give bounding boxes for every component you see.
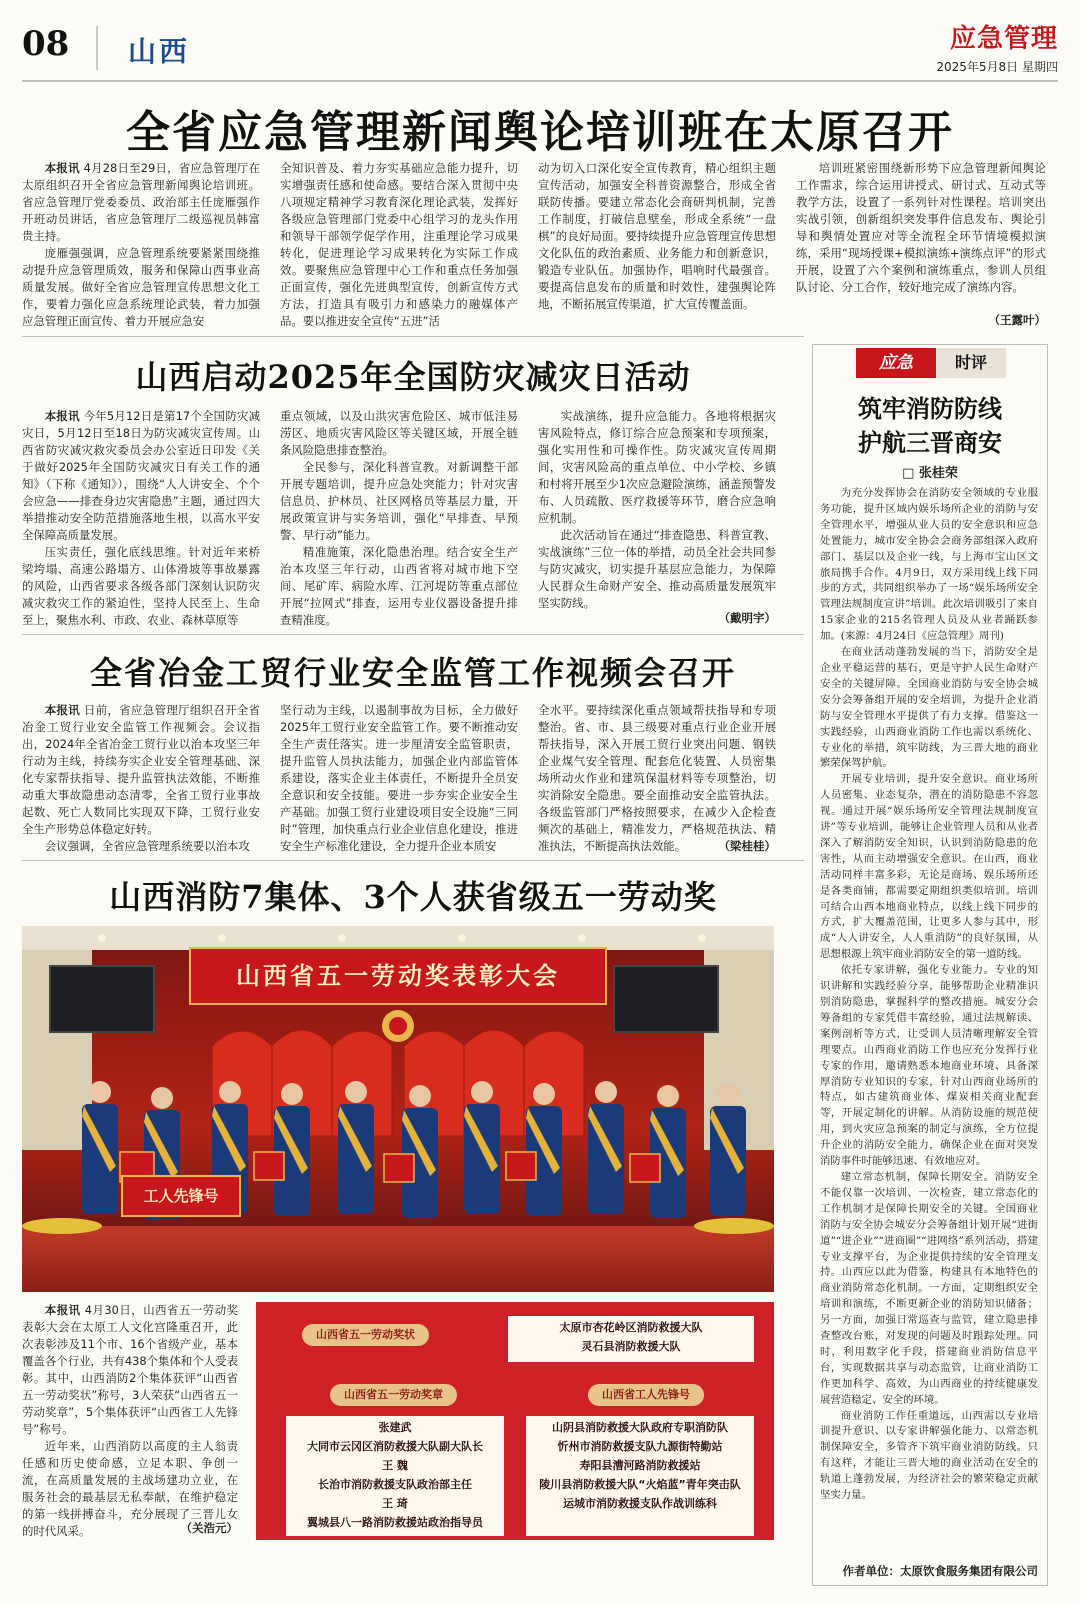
page-number: 08 xyxy=(22,24,70,64)
award-shape-unit: 灵石县消防救援大队 xyxy=(581,1340,681,1353)
pioneer-unit: 忻州市消防救援支队九源街特勤站 xyxy=(557,1440,723,1453)
article1-byline: （王露叶） xyxy=(988,313,1046,327)
commentary-author: □ 张桂荣 xyxy=(902,466,958,481)
commentary-paragraph: 建立常态机制，保障长期安全。消防安全不能仅靠一次培训、一次检查，建立常态化的工作机制才是保障长期安全的关键。全国商业消防与安全协会城安分会筹备组计划开展“进街道”“进企业”“进商圈”“进网络”系列活动，搭建专业支撑平台，为企业提供持续的安全管理支持。山西应以此为借鉴，构建具有本地特色的商业消防常态化机制。一方面，定期组织安全培训和演练，不断更新企业的消防知识储备；另一方面，加强日常巡查与监管，建立隐患排查整改台账，对发现的问题及时跟踪处理。同时，利用数字化手段，搭建商业消防信息平台，实现数据共享与动态监管，让商业消防工作更加科学、高效，为山西商业的持续健康发展营造稳定、安全的环境。 xyxy=(820,1170,1038,1406)
commentary-paragraph: 为充分发挥协会在消防安全领域的专业服务功能，提升区域内娱乐场所企业的消防与安全管理水平，增强从业人员的安全意识和应急处置能力，城市安全协会会商务部组深入政府部门、基层以及企业一线，与上海市宝山区文旅局携手合作。4月9日，双方采用线上线下同步的方式，共同组织举办了一场“娱乐场所安全管理法规制度宣讲”培训。此次培训吸引了来自15家企业的215名管理人员及从业者踊跃参加。(来源：4月24日《应急管理》周刊) xyxy=(820,487,1038,643)
pioneer-unit: 寿阳县漕河路消防救援站 xyxy=(579,1459,701,1472)
medal-person-name: 王 魏 xyxy=(382,1459,408,1472)
article2-col2c-text: 精准施策，深化隐患治理。结合安全生产治本攻坚三年行动，山西省将对城市地下空间、尾矿库、病险水库、江河堤防等重点部位开展“拉网式”排查，运用专业仪器设备提升排查精准度。 xyxy=(280,545,518,627)
article2-col2-text: 重点领域，以及山洪灾害危险区、城市低洼易涝区、地质灾害风险区等关键区域，开展全链条风险隐患排查整治。 xyxy=(280,409,518,457)
commentary-author-unit: 作者单位：太原饮食服务集团有限公司 xyxy=(842,1564,1038,1578)
medal-person-title: 长治市消防救援支队政治部主任 xyxy=(318,1478,472,1491)
article3-col3-text: 全水平。要持续深化重点领域帮扶指导和专项整治。省、市、县三级要对重点行业企业开展帮扶指导，深入开展工贸行业突出问题、钢铁企业煤气安全管理、配套危化装置、人员密集场所动火作业和建筑保温材料等专项整治，切实消除安全隐患。要全面推动安全监管执法。各级监管部门严格按照要求，在减少入企检查频次的基础上，精准发力，严格规范执法、精准执法，不断提高执法效能。 xyxy=(538,703,776,853)
commentary-tag-right: 时评 xyxy=(936,348,1006,378)
article4-col1b-text: 近年来，山西消防以高度的主人翁责任感和历史使命感，立足本职、争创一流，在高质量发展的主战场建功立业，在服务社会的最基层无私奉献，在维护稳定的第一线拼搏奋斗，充分展现了三晋儿女的时代风采。 xyxy=(22,1439,238,1538)
article2-col3b-text: 此次活动旨在通过“排查隐患、科普宣教、实战演练”三位一体的举措，动员全社会共同参与防灾减灾，切实提升基层应急能力，为保障人民群众生命财产安全、推动高质量发展筑牢坚实防线。 xyxy=(538,528,776,610)
article4-lead: 本报讯 xyxy=(44,1303,81,1317)
article1-col1-text: 4月28日至29日，省应急管理厅在太原组织召开全省应急管理新闻舆论培训班。省应急管理厅党委委员、政治部主任庞雁强作开班动员讲话，省应急管理厅二级巡视员韩富贵主持。 xyxy=(22,161,260,243)
commentary-tag-left: 应急 xyxy=(856,348,936,378)
commentary-body xyxy=(820,486,1038,1562)
pioneer-unit: 山阴县消防救援大队政府专职消防队 xyxy=(552,1421,728,1434)
commentary-paragraph: 商业消防工作任重道远，山西需以专业培训提升意识、以专家讲解强化能力、以常态机制保障安全，多管齐下筑牢商业消防防线。只有这样，才能让三晋大地的商业活动在安全的轨道上蓬勃发展，为经济社会的繁荣稳定贡献坚实力量。 xyxy=(820,1409,1038,1502)
article1-col3-text: 动为切入口深化安全宣传教育，精心组织主题宣传活动，加强安全科普资源整合，形成全省联防传播。要建立常态化会商研判机制，完善工作制度，打破信息壁垒，形成全系统“一盘棋”的良好局面。要持续提升应急管理宣传思想文化队伍的政治素质、业务能力和创新意识，锻造专业队伍。加强协作，唱响时代最强音。要提高信息发布的质量和时效性，建强舆论阵地，不断拓展宣传渠道，扩大宣传覆盖面。 xyxy=(538,161,776,311)
label-medal: 山西省五一劳动奖章 xyxy=(330,1384,457,1406)
article2-rule xyxy=(22,634,804,635)
commentary-title-line1: 筑牢消防防线 xyxy=(858,394,1002,423)
article2-col1-text: 今年5月12日是第17个全国防灾减灾日，5月12日至18日为防灾减灾宣传周。山西省防灾减灾救灾委员会办公室近日印发《关于做好2025年全国防灾减灾日有关工作的通知》（下称《通知》），围绕“人人讲安全、个个会应急——排查身边灾害隐患”主题，通过四大举措推动安全防范措施落地生根，以高水平安全保障高质量发展。 xyxy=(22,409,260,542)
issue-date: 2025年5月8日 星期四 xyxy=(936,60,1058,74)
article3-byline: （梁桂桂） xyxy=(718,839,776,853)
article2-col1b-text: 压实责任，强化底线思维。针对近年来桥梁垮塌、高速公路塌方、山体滑坡等事故暴露的风险，山西省要求各级各部门深刻认识防灾减灾救灾工作的紧迫性，坚持人民至上、生命至上，聚焦水利、市政、农业、森林草原等 xyxy=(22,545,260,627)
medal-person-name: 张建武 xyxy=(378,1421,412,1434)
article4-headline: 山西消防7集体、3个人获省级五一劳动奖 xyxy=(109,878,717,916)
article4-col1-text: 4月30日，山西省五一劳动奖表彰大会在太原工人文化宫隆重召开，此次表彰涉及11个市、16个省级产业，基本覆盖各个行业，共有438个集体和个人受表彰。其中，山西消防2个集体获评“山西省五一劳动奖状”称号，3人荣获“山西省五一劳动奖章”，5个集体获评“山西省工人先锋号”称号。 xyxy=(22,1303,238,1436)
award-shape-unit: 太原市杏花岭区消防救援大队 xyxy=(559,1321,703,1334)
commentary-paragraph: 在商业活动蓬勃发展的当下，消防安全是企业平稳运营的基石，更是守护人民生命财产安全的关键屏障。全国商业消防与安全协会城安分会筹备组开展的安全培训，为提升企业消防与安全管理水平提供了有力支撑。借鉴这一实践经验，山西商业消防工作也需以系统化、专业化的举措，筑牢防线，为三晋大地的商业繁荣保驾护航。 xyxy=(820,646,1038,770)
pioneer-card xyxy=(526,1416,754,1536)
commentary-paragraph: 开展专业培训，提升安全意识。商业场所人员密集、业态复杂，潜在的消防隐患不容忽视。通过开展“娱乐场所安全管理法规制度宣讲”等专业培训，能够让企业管理人员和从业者深入了解消防安全知识，认识到消防隐患的危害性，从而主动增强安全意识。在山西，商业活动同样丰富多彩，无论是商场、娱乐场所还是各类商铺，都需要定期组织类似培训。培训可结合山西本地商业特点，以线上线下同步的方式，扩大覆盖范围，让更多人参与其中，形成“人人讲安全，人人重消防”的良好氛围，从思想根源上筑牢商业消防安全的第一道防线。 xyxy=(820,773,1038,961)
article3-headline: 全省冶金工贸行业安全监管工作视频会召开 xyxy=(89,654,736,692)
label-pioneer: 山西省工人先锋号 xyxy=(588,1384,704,1406)
article2-col3-text: 实战演练，提升应急能力。各地将根据灾害风险特点，修订综合应急预案和专项预案，强化实用性和可操作性。防灾减灾宣传周期间，灾害风险高的重点单位、中小学校、乡镇和村将开展至少1次应急避险演练，涵盖预警发布、人员疏散、医疗救援等环节，磨合应急响应机制。 xyxy=(538,409,776,525)
pioneer-unit: 陵川县消防救援大队“火焰蓝”青年突击队 xyxy=(539,1478,741,1491)
photo-banner-text: 山西省五一劳动奖表彰大会 xyxy=(236,961,560,990)
article3-rule xyxy=(22,860,804,861)
commentary-tag xyxy=(856,348,1006,378)
article1-col2-text: 全知识普及、着力夯实基础应急能力提升，切实增强责任感和使命感。要结合深入贯彻中央八项规定精神学习教育深化理论武装，发挥好各级应急管理部门党委中心组学习的龙头作用和领导干部领学促学作用，注重理论学习成果转化，促进理论学习成果转化为实际工作成效。要聚焦应急管理中心工作和重点任务加强正面宣传，强化先进典型宣传，创新宣传方式方法，打造具有吸引力和感染力的融媒体产品。要以推进安全宣传“五进”活 xyxy=(280,161,518,328)
award-list-box xyxy=(256,1302,774,1540)
award-ceremony-photo xyxy=(22,926,774,1292)
paper-name: 应急管理 xyxy=(949,24,1058,54)
article2-column-2 xyxy=(280,408,518,626)
article3-col2-text: 坚行动为主线，以遏制事故为目标，全力做好2025年工贸行业安全监管工作。要不断推动安全生产责任落实。进一步厘清安全监管职责，提升监管人员执法能力，加强企业内部监管体系建设，落实企业主体责任，不断提升全员安全意识和安全技能。要进一步夯实企业安全生产基础。加强工贸行业建设项目安全设施“三同时”管理，加快重点行业企业信息化建设，推进安全生产标准化建设，全力提升企业本质安 xyxy=(280,703,518,853)
header-rule xyxy=(22,80,1058,82)
article3-column-1 xyxy=(22,702,260,856)
article3-column-2 xyxy=(280,702,518,856)
article2-column-1 xyxy=(22,408,260,626)
article1-column-2 xyxy=(280,160,518,330)
commentary-paragraph: 依托专家讲解，强化专业能力。专业的知识讲解和实践经验分享，能够帮助企业精准识别消防隐患，掌握科学的整改措施。城安分会筹备组的专家凭借丰富经验，通过法规解读、案例剖析等方式，让受训人员清晰理解安全管理要点。山西商业消防工作也应充分发挥行业专家的作用，邀请熟悉本地商业环境、具备深厚消防专业知识的专家，针对山西商业场所的特点，如古建筑商业体、煤炭相关商业配套等，开展定制化的讲解。从消防设施的规范使用，到火灾应急预案的制定与演练，全方位提升企业的消防安全能力，确保企业在面对突发消防事件时能够迅速、有效地应对。 xyxy=(820,964,1038,1168)
article2-column-3 xyxy=(538,408,776,608)
article3-lead: 本报讯 xyxy=(44,703,81,717)
photo-plaque-text: 工人先锋号 xyxy=(143,1187,219,1205)
article1-column-4 xyxy=(796,160,1046,310)
article3-col1-text: 日前，省应急管理厅组织召开全省冶金工贸行业安全监管工作视频会。会议指出，2024年全省冶金工贸行业以治本攻坚三年行动为主线，持续夯实企业安全管理基础、深化专家帮扶指导、提升监管执法效能，不断推动重大事故隐患动态清零，全省工贸行业事故起数、死亡人数同比实现双下降，工贸行业安全生产形势总体稳定好转。 xyxy=(22,703,260,836)
medal-card xyxy=(286,1416,504,1536)
commentary-title-line2: 护航三晋商安 xyxy=(858,428,1002,457)
award-shape-card xyxy=(508,1316,754,1362)
medal-person-name: 王 琦 xyxy=(382,1497,408,1510)
medal-person-title: 大同市云冈区消防救援大队副大队长 xyxy=(307,1440,483,1453)
medal-person-title: 翼城县八一路消防救援站政治指导员 xyxy=(307,1516,483,1529)
article2-col2b-text: 全民参与，深化科普宣教。对新调整干部开展专题培训，提升应急处突能力；针对灾害信息员、护林员、社区网格员等基层力量，开展政策宣讲与实务培训，强化“早排查、早预警、早行动”能力。 xyxy=(280,460,518,542)
article4-byline: （关浩元） xyxy=(180,1521,238,1535)
pioneer-unit: 运城市消防救援支队作战训练科 xyxy=(563,1497,717,1510)
article1-column-3 xyxy=(538,160,776,330)
article3-col1b-text: 会议强调，全省应急管理系统要以治本攻 xyxy=(44,839,250,853)
article2-headline: 山西启动2025年全国防灾减灾日活动 xyxy=(135,358,691,396)
article1-col1b-text: 庞雁强强调，应急管理系统要紧紧围绕推动提升应急管理质效，服务和保障山西事业高质量发展。做好全省应急管理宣传思想文化工作，要着力强化应急系统理论武装，着力加强应急管理正面宣传、着力开展应急安 xyxy=(22,246,260,328)
commentary-title xyxy=(820,392,1040,460)
article2-lead: 本报讯 xyxy=(44,409,80,423)
article1-column-1 xyxy=(22,160,260,330)
article1-col4-text: 培训班紧密围绕新形势下应急管理新闻舆论工作需求，综合运用讲授式、研讨式、互动式等教学方法，设置了一系列针对性课程。培训突出实战引领，创新组织突发事件信息发布、舆论引导和舆情处置应对等全流程全环节情境模拟演练，采用“现场授课+模拟演练+演练点评”的形式开展，设置了六个案例和演练重点，参训人员组队讨论、分工合作，较好地完成了演练内容。 xyxy=(796,161,1046,294)
article1-headline: 全省应急管理新闻舆论培训班在太原召开 xyxy=(126,107,954,158)
article1-lead: 本报讯 xyxy=(44,161,80,175)
article1-rule xyxy=(22,336,804,337)
label-award-shape: 山西省五一劳动奖状 xyxy=(302,1324,429,1346)
article2-byline: （戴明宇） xyxy=(718,611,776,625)
section-region: 山西 xyxy=(128,35,191,68)
header-divider xyxy=(96,26,98,70)
